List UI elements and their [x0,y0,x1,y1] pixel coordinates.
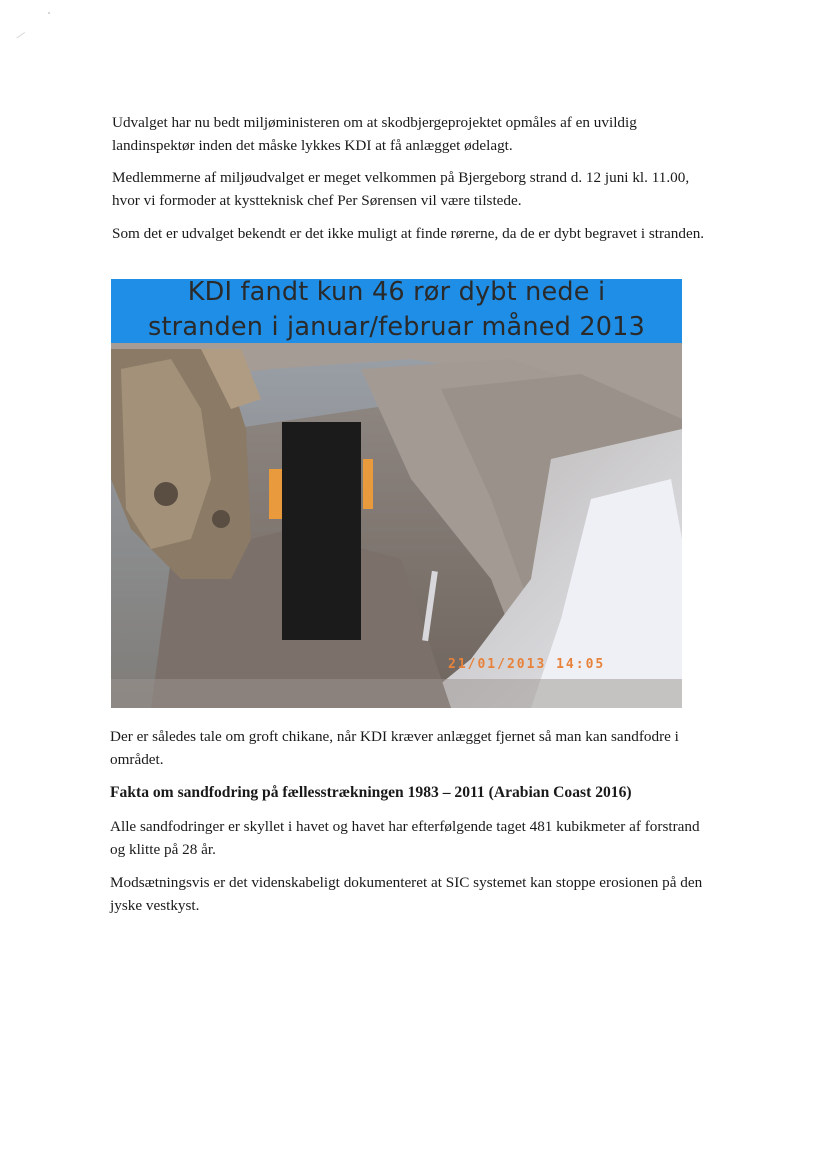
paragraph-landinspektor: Udvalget har nu bedt miljøministeren om at skodbjergeprojektet opmåles af en uvildig landinspektør inden det måske lykkes KDI at få anlægget ødelagt. [112,114,637,154]
paragraph-invitation: Medlemmerne af miljøudvalget er meget velkommen på Bjergeborg strand d. 12 juni kl. 11.00, hvor vi formoder at kystteknisk chef Per Sørensen vil være tilstede. [112,169,690,209]
paragraph-pipes-buried: Som det er udvalget bekendt er det ikke muligt at finde rørerne, da de er dybt begravet i stranden. [112,225,705,242]
redaction-block [282,422,361,640]
section-heading: Fakta om sandfodring på fællesstrækningen 1983 – 2011 (Arabian Coast 2016) [110,784,632,801]
scan-artifact [16,32,29,45]
paragraph-sandfodringer: Alle sandfodringer er skyllet i havet og havet har efterfølgende taget 481 kubikmeter af forstrand og klitte på 28 år. [110,818,700,858]
excavation-photo-scene [111,279,682,708]
photo-timestamp: 21/01/2013 14:05 [448,657,606,672]
photo-caption-banner [111,279,682,343]
photo-caption-line-2: stranden i januar/februar måned 2013 [147,312,646,342]
photo-caption-line-1: KDI fandt kun 46 rør dybt nede i [187,279,606,307]
excavation-photo [111,279,682,708]
paragraph-chikane: Der er således tale om groft chikane, når KDI kræver anlægget fjernet så man kan sandfodre i området. [110,728,679,768]
scan-artifact [48,12,50,14]
paragraph-sic-system: Modsætningsvis er det videnskabeligt dokumenteret at SIC systemet kan stoppe erosionen på den jyske vestkyst. [110,874,703,914]
